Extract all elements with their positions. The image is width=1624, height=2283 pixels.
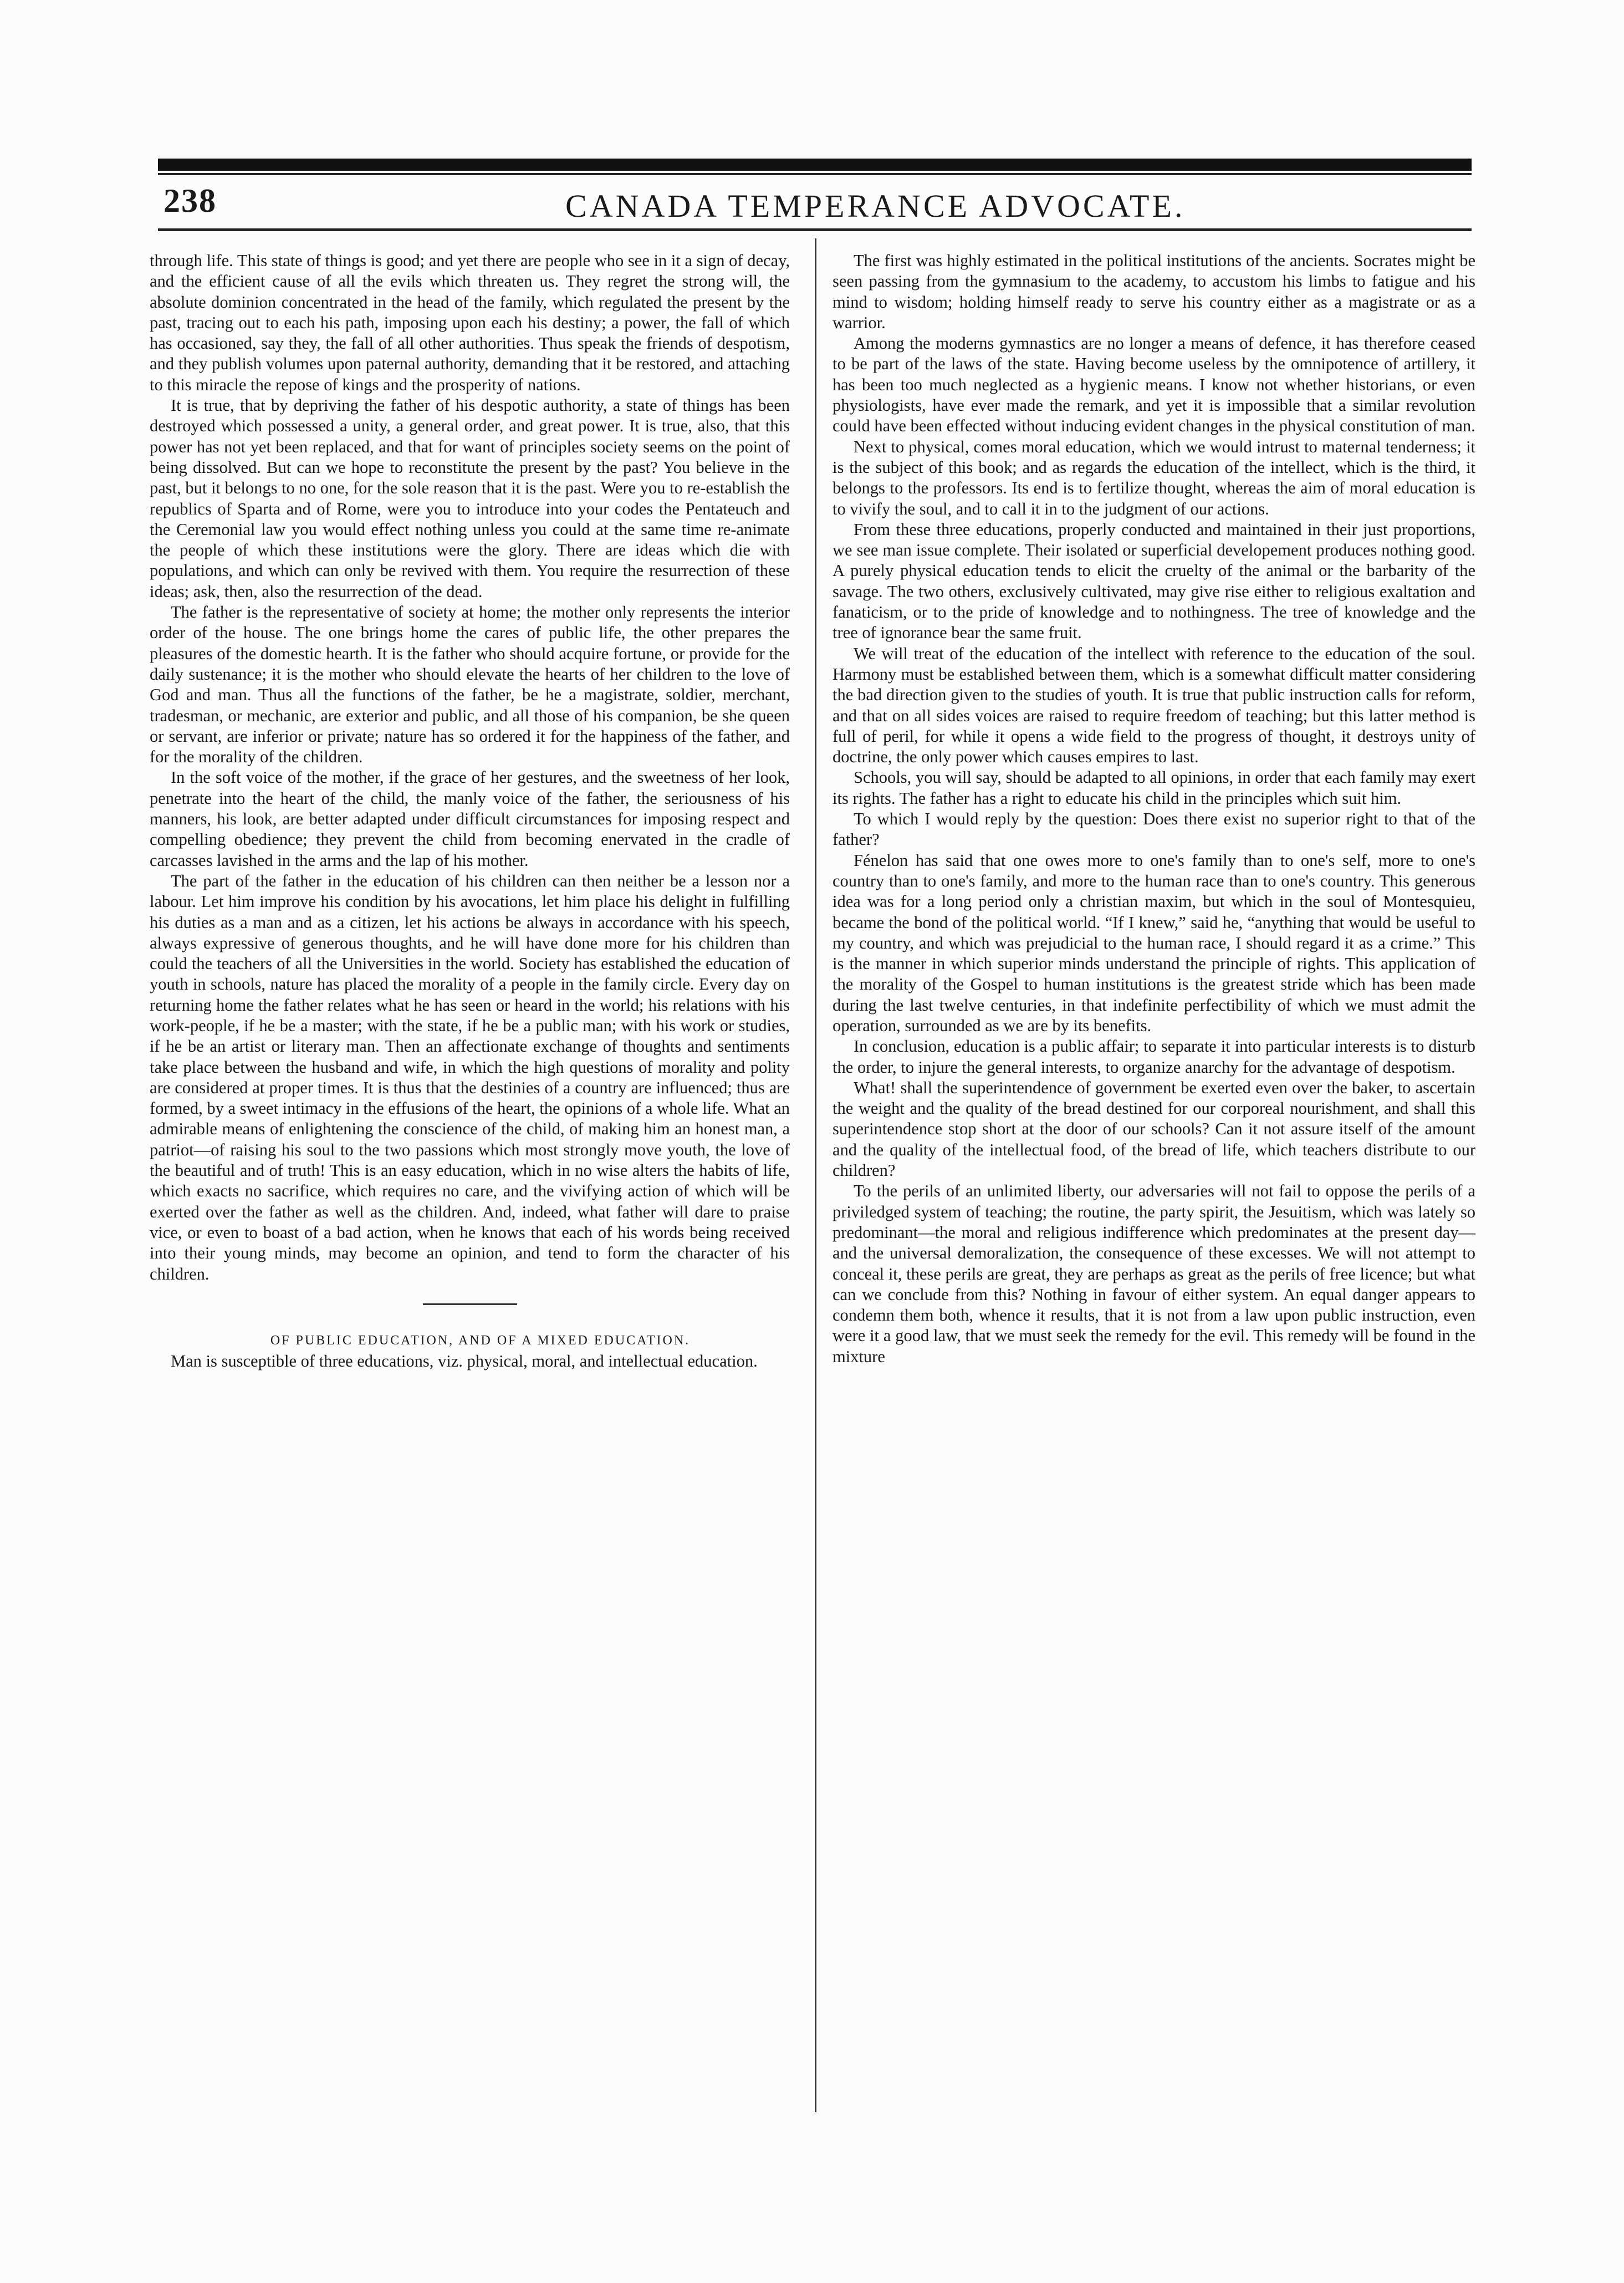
- paragraph: To which I would reply by the question: Does there exist no superior right to that of the father?: [833, 809, 1475, 849]
- paragraph: Among the moderns gymnastics are no longer a means of defence, it has therefore ceased to be part of the laws of the state. Having become useless by the omnipotence of artillery, it has been too much neglected as a hygienic means. I know not whether historians, or even physiologists, have ever made the remark, and yet it is impossible that a similar revolution could have been effected without inducing evident changes in the physical constitution of man.: [833, 334, 1475, 436]
- paragraph: Schools, you will say, should be adapted to all opinions, in order that each family may exert its rights. The father has a right to educate his child in the principles which suit him.: [833, 768, 1475, 808]
- page-number: 238: [164, 182, 217, 219]
- masthead-top-rule: [158, 159, 1472, 171]
- paragraph: Fénelon has said that one owes more to one's family than to one's self, more to one's country than to one's family, and more to the human race than to one's country. This generous idea was for a long period only a christian maxim, but which in the soul of Montesquieu, became the bond of the political world. “If I knew,” said he, “anything that would be useful to my country, and which was prejudicial to the human race, I should regard it as a crime.” This is the manner in which superior minds understand the principle of rights. This application of the morality of the Gospel to human institutions is the greatest stride which has been made during the last twelve centuries, in that indefinite perfectibility of which we must admit the operation, surrounded as we are by its benefits.: [833, 850, 1475, 1035]
- right-column: [833, 251, 1475, 1367]
- masthead-top-rule-thin: [158, 173, 1472, 175]
- paragraph: The part of the father in the education of his children can then neither be a lesson nor a labour. Let him improve his condition by his avocations, let him place his delight in fulfilling his duties as a man and as a citizen, let his actions be always in accordance with his speech, always expressive of generous thoughts, and he will have done more for his children than could the teachers of all the Universities in the world. Society has established the education of youth in schools, nature has placed the morality of a people in the family circle. Every day on returning home the father relates what he has seen or heard in the world; his relations with his work-people, if he be a master; with the state, if he be a public man; with his work or studies, if he be an artist or literary man. Then an affectionate exchange of thoughts and sentiments take place between the husband and wife, in which the high questions of morality and polity are considered at proper times. It is thus that the destinies of a country are influenced; thus are formed, by a sweet intimacy in the effusions of the heart, the opinions of a whole life. What an admirable means of enlightening the conscience of the child, of making him an honest man, a patriot—of raising his soul to the two passions which most strongly move youth, the love of the beautiful and of truth! This is an easy education, which in no wise alters the habits of life, which exacts no sacrifice, which requires no care, and the vivifying action of which will be exerted over the father as well as the children. And, indeed, what father will dare to praise vice, or even to boast of a bad action, when he knows that each of his words being received into their young minds, may become an opinion, and tend to form the character of his children.: [150, 871, 790, 1283]
- paragraph: From these three educations, properly conducted and maintained in their just proportions, we see man issue complete. Their isolated or superficial developement produces nothing good. A purely physical education tends to elicit the cruelty of the animal or the barbarity of the savage. The two others, exclusively cultivated, may give rise either to religious exaltation and fanaticism, or to the pride of knowledge and to nothingness. The tree of knowledge and the tree of ignorance bear the same fruit.: [833, 519, 1475, 643]
- paragraph: Next to physical, comes moral education, which we would intrust to maternal tenderness; it is the subject of this book; and as regards the education of the intellect, which is the third, it belongs to the professors. Its end is to fertilize thought, whereas the aim of moral education is to vivify the soul, and to call it in to the judgment of our actions.: [833, 437, 1475, 518]
- section-heading: OF PUBLIC EDUCATION, AND OF A MIXED EDUCATION.: [270, 1333, 691, 1348]
- paragraph: We will treat of the education of the intellect with reference to the education of the soul. Harmony must be established between them, which is a somewhat difficult matter considering the bad direction given to the studies of youth. It is true that public instruction calls for reform, and that on all sides voices are raised to require freedom of teaching; but this latter method is full of peril, for while it opens a wide field to the progress of thought, it destroys unity of doctrine, the only power which causes empires to last.: [833, 644, 1475, 767]
- paragraph: Man is susceptible of three educations, viz. physical, moral, and intellectual education.: [171, 1352, 758, 1371]
- paragraph: through life. This state of things is good; and yet there are people who see in it a sign of decay, and the efficient cause of all the evils which threaten us. They regret the strong will, the absolute dominion concentrated in the head of the family, which regulated the present by the past, tracing out to each his path, imposing upon each his destiny; a power, the fall of which has occasioned, say they, the fall of all other authorities. Thus speak the friends of despotism, and they publish volumes upon paternal authority, demanding that it be restored, and attaching to this miracle the repose of kings and the prosperity of nations.: [150, 251, 790, 394]
- paragraph: What! shall the superintendence of government be exerted even over the baker, to ascertain the weight and the quality of the bread destined for our corporeal nourishment, and shall this superintendence stop short at the door of our schools? Can it not assure itself of the amount and the quality of the intellectual food, of the bread of life, which teachers distribute to our children?: [833, 1078, 1475, 1180]
- paragraph: The father is the representative of society at home; the mother only represents the interior order of the house. The one brings home the cares of public life, the other prepares the pleasures of the domestic hearth. It is the father who should acquire fortune, or provide for the daily sustenance; it is the mother who should elevate the hearts of her children to the love of God and man. Thus all the functions of the father, be he a magistrate, soldier, merchant, tradesman, or mechanic, are exterior and public, and all those of his companion, be she queen or servant, are inferior or private; nature has so ordered it for the happiness of the father, and for the morality of the children.: [150, 603, 790, 767]
- paragraph: To the perils of an unlimited liberty, our adversaries will not fail to oppose the perils of a priviledged system of teaching; the routine, the party spirit, the Jesuitism, which was lately so predominant—the moral and religious indifference which predominates at the present day—and the universal demoralization, the consequence of these excesses. We will not attempt to conceal it, these perils are great, they are perhaps as great as the perils of free licence; but what can we conclude from this? Nothing in favour of either system. An equal danger appears to condemn them both, whence it results, that it is not from a law upon public instruction, even were it a good law, that we must seek the remedy for the evil. This remedy will be found in the mixture: [833, 1181, 1475, 1366]
- paragraph: In the soft voice of the mother, if the grace of her gestures, and the sweetness of her look, penetrate into the heart of the child, the manly voice of the father, the seriousness of his manners, his look, are better adapted under difficult circumstances for imposing respect and compelling obedience; they prevent the child from becoming enervated in the cradle of carcasses lavished in the arms and the lap of his mother.: [150, 768, 790, 870]
- paragraph: It is true, that by depriving the father of his despotic authority, a state of things has been destroyed which possessed a unity, a general order, and great power. It is true, also, that this power has not yet been replaced, and that for want of principles society seems on the point of being dissolved. But can we hope to reconstitute the present by the past? You believe in the past, but it belongs to no one, for the sole reason that it is the past. Were you to re-establish the republics of Sparta and of Rome, were you to introduce into your codes the Pentateuch and the Ceremonial law you would effect nothing unless you could at the same time re-animate the people of which these institutions were the glory. There are ideas which die with populations, and which can only be revived with them. You require the resurrection of these ideas; ask, then, also the resurrection of the dead.: [150, 396, 790, 601]
- paragraph: The first was highly estimated in the political institutions of the ancients. Socrates might be seen passing from the gymnasium to the academy, to accustom his limbs to fatigue and his mind to wisdom; holding himself ready to serve his country either as a magistrate or as a warrior.: [833, 251, 1475, 332]
- left-column: [150, 251, 790, 1372]
- paragraph: In conclusion, education is a public affair; to separate it into particular interests is to disturb the order, to injure the general interests, to organize anarchy for the advantage of despotism.: [833, 1037, 1475, 1077]
- masthead-title: CANADA TEMPERANCE ADVOCATE.: [565, 188, 1186, 224]
- section-divider: [423, 1303, 517, 1305]
- column-divider: [815, 238, 816, 2112]
- masthead-bottom-rule: [158, 228, 1472, 231]
